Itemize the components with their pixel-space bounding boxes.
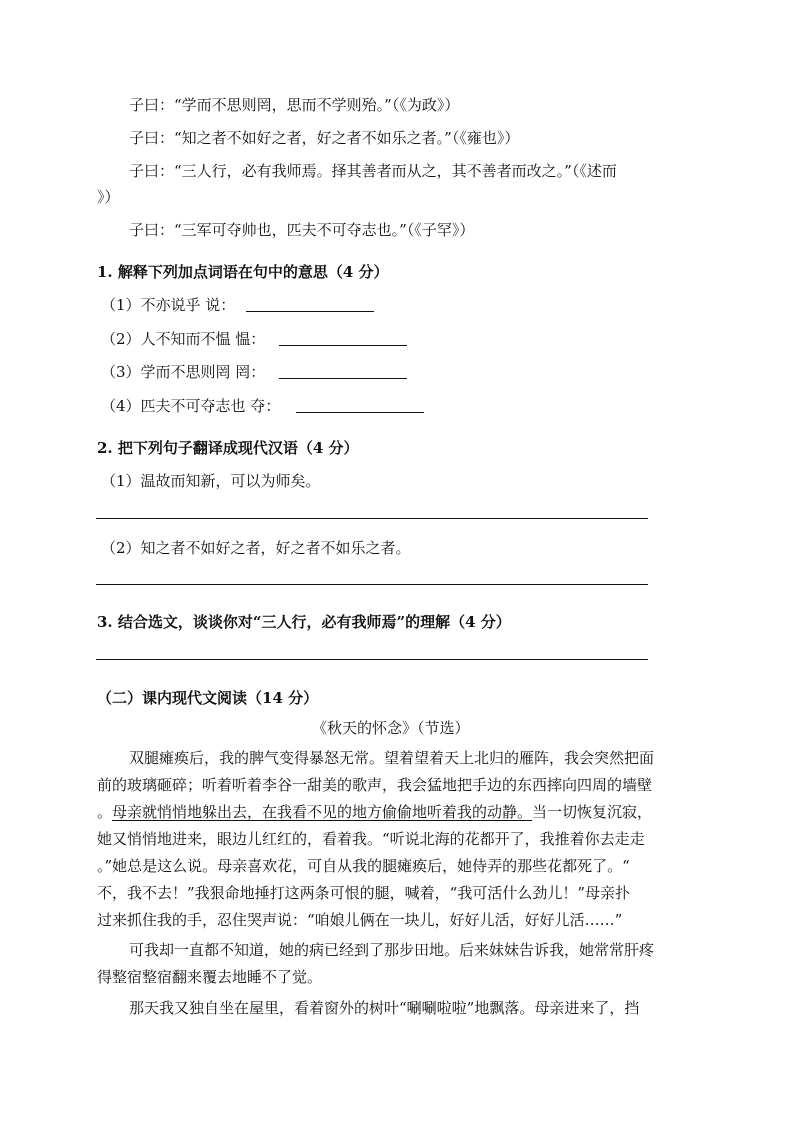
- q2-answer-line-1[interactable]: [96, 518, 648, 519]
- passage-p1-line-2: 前的玻璃砸碎；听着听着李谷一甜美的歌声，我会猛地把手边的东西摔向四周的墙壁: [97, 776, 653, 794]
- quote-3-continued: 》）: [97, 188, 120, 206]
- passage-p2-line-1: 可我却一直都不知道，她的病已经到了那步田地。后来妹妹告诉我，她常常肝疼: [129, 941, 655, 959]
- q2-answer-line-2[interactable]: [96, 584, 648, 585]
- p1-line3-start: 。: [97, 803, 113, 821]
- p1-line3-end: 当一切恢复沉寂，: [532, 803, 653, 821]
- q2-item-2: （2）知之者不如好之者，好之者不如乐之者。: [101, 539, 411, 557]
- underlined-sentence: 母亲就悄悄地躲出去，在我看不见的地方偷偷地听着我的动静。: [112, 803, 533, 821]
- quote-1: 子曰：“学而不思则罔，思而不学则殆。”（《为政》）: [129, 96, 460, 114]
- quote-3: 子曰：“三人行，必有我师焉。择其善者而从之，其不善者而改之。”（《述而: [129, 162, 617, 180]
- passage-p1-line-7: 过来抓住我的手，忍住哭声说：“咱娘儿俩在一块儿，好好儿活，好好儿活……”: [97, 911, 623, 929]
- passage-p1-line-4: 她又悄悄地进来，眼边儿红红的，看着我。“听说北海的花都开了，我推着你去走走: [97, 830, 645, 848]
- passage-p1-line-1: 双腿瘫痪后，我的脾气变得暴怒无常。望着望着天上北归的雁阵，我会突然把面: [129, 749, 655, 767]
- q1-answer-blank-4[interactable]: [296, 412, 424, 413]
- q3-answer-line[interactable]: [96, 659, 648, 660]
- q1-answer-blank-3[interactable]: [279, 378, 407, 379]
- q1-item-4: （4）匹夫不可夺志也 夺：: [101, 397, 281, 415]
- passage-title: 《秋天的怀念》（节选）: [312, 719, 470, 737]
- q1-item-1: （1）不亦说乎 说：: [101, 296, 236, 314]
- quote-2: 子曰：“知之者不如好之者，好之者不如乐之者。”（《雍也》）: [129, 129, 520, 147]
- question-3-title: 3. 结合选文，谈谈你对“三人行，必有我师焉”的理解（4 分）: [97, 613, 511, 631]
- question-1-title: 1. 解释下列加点词语在句中的意思（4 分）: [97, 263, 389, 281]
- passage-p2-line-2: 得整宿整宿翻来覆去地睡不了觉。: [97, 968, 323, 986]
- passage-p1-line-3: [97, 802, 652, 822]
- question-2-title: 2. 把下列句子翻译成现代汉语（4 分）: [97, 439, 359, 457]
- section-2-heading: （二）课内现代文阅读（14 分）: [97, 689, 319, 707]
- passage-p3-line-1: 那天我又独自坐在屋里，看着窗外的树叶“唰唰啦啦”地飘落。母亲进来了，挡: [129, 999, 640, 1017]
- q1-answer-blank-1[interactable]: [246, 311, 374, 312]
- q2-item-1: （1）温故而知新，可以为师矣。: [101, 472, 321, 490]
- q1-answer-blank-2[interactable]: [279, 345, 407, 346]
- passage-p1-line-6: 不，我不去！”我狠命地捶打这两条可恨的腿，喊着，“我可活什么劲儿！”母亲扑: [97, 884, 631, 902]
- passage-p1-line-5: 。”她总是这么说。母亲喜欢花，可自从我的腿瘫痪后，她侍弄的那些花都死了。“: [97, 857, 630, 875]
- q1-item-2: （2）人不知而不愠 愠：: [101, 330, 266, 348]
- quote-4: 子曰：“三军可夺帅也，匹夫不可夺志也。”（《子罕》）: [129, 221, 475, 239]
- q1-item-3: （3）学而不思则罔 罔：: [101, 363, 266, 381]
